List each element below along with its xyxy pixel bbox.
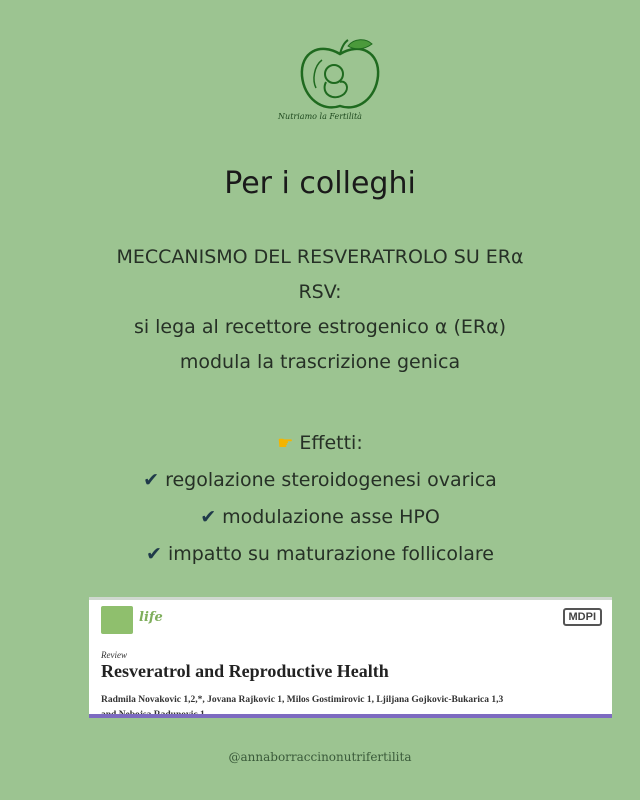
divider	[89, 714, 612, 718]
publisher-logo: MDPI	[563, 608, 603, 626]
mechanism-line: RSV:	[298, 281, 342, 303]
journal-name: life	[139, 610, 163, 625]
effects-item	[0, 499, 640, 536]
effects-item	[0, 536, 640, 573]
effects-list	[0, 425, 640, 573]
brand-name: Nutriamo la Fertilità	[278, 112, 362, 121]
effects-item-label: modulazione asse HPO	[222, 506, 440, 528]
paper-screenshot	[89, 597, 612, 718]
mechanism-line: modula la trascrizione genica	[179, 351, 461, 373]
effects-title: Effetti:	[299, 432, 363, 454]
effects-title-row	[0, 425, 640, 462]
apple-fetus-icon	[290, 36, 390, 116]
paper-title: Resveratrol and Reproductive Health	[101, 661, 389, 681]
authors-line: Radmila Novakovic 1,2,*, Jovana Rajkovic 1, Milos Gostimirovic 1, Ljiljana Gojkovic-Bukarica 1,3	[101, 695, 504, 705]
effects-item-label: impatto su maturazione follicolare	[167, 543, 494, 565]
effects-item-label: regolazione steroidogenesi ovarica	[165, 469, 497, 491]
check-icon: ✔	[143, 469, 160, 491]
mechanism-line: MECCANISMO DEL RESVERATROLO SU ERα	[116, 246, 524, 268]
check-icon: ✔	[146, 543, 162, 565]
journal-logo-icon	[101, 606, 133, 634]
effects-item	[0, 462, 640, 499]
social-handle: @annaborraccinonutrifertilita	[228, 750, 412, 764]
mechanism-text	[0, 240, 640, 380]
pointing-hand-icon: ☛	[277, 433, 294, 454]
check-icon: ✔	[200, 506, 217, 528]
paper-type: Review	[101, 650, 127, 660]
mechanism-line: si lega al recettore estrogenico α (ERα)	[133, 316, 507, 338]
page-title: Per i colleghi	[224, 166, 416, 201]
